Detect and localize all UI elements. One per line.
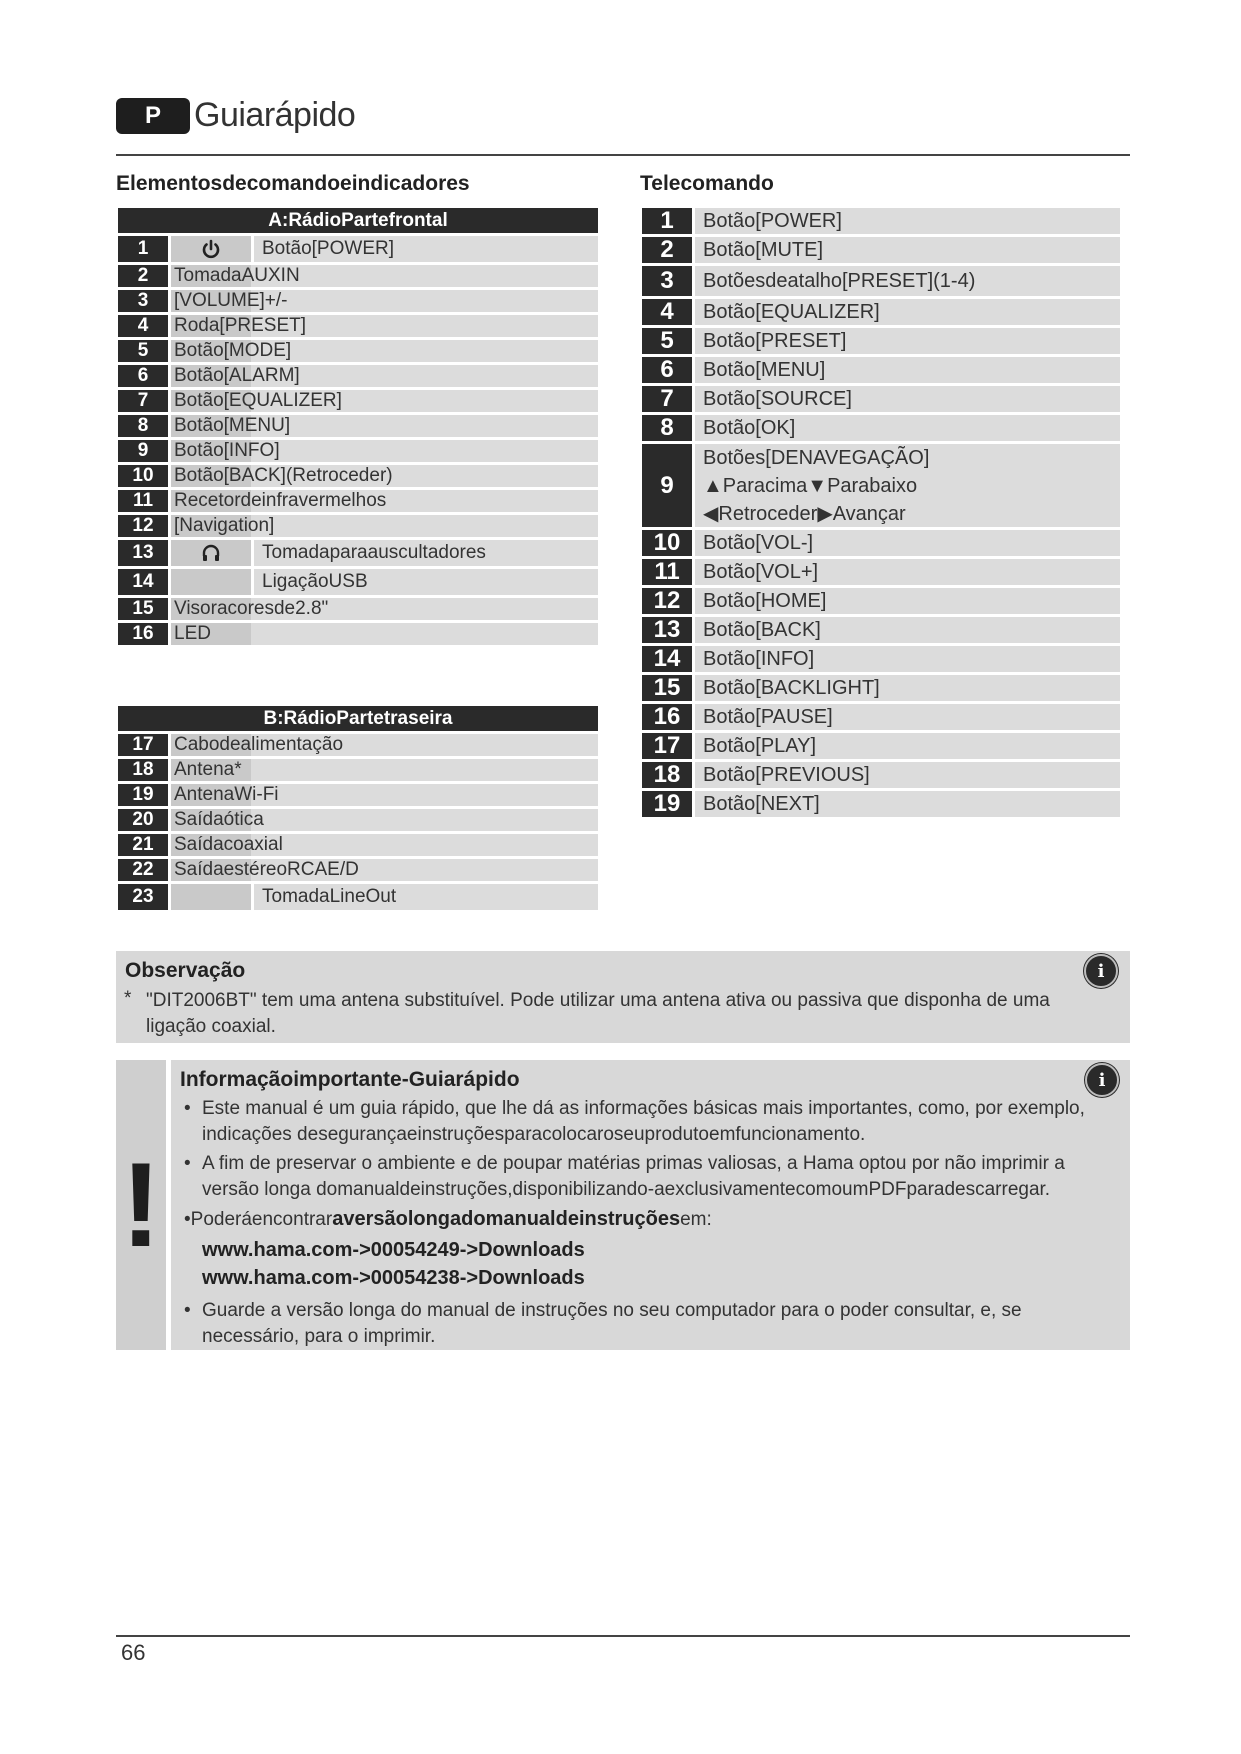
- item-number: 12: [118, 515, 168, 537]
- item-label: Saídacoaxial: [171, 834, 598, 856]
- table-row: [118, 759, 598, 781]
- item-label: Roda[PRESET]: [171, 315, 598, 337]
- item-label: Botão[SOURCE]: [695, 386, 1120, 412]
- item-number: 16: [642, 704, 692, 730]
- front-panel-heading: A:RádioPartefrontal: [118, 208, 598, 233]
- info-icon: i: [1085, 1063, 1119, 1097]
- table-row: [118, 809, 598, 831]
- nav-line: Botões[DENAVEGAÇÃO]: [703, 446, 930, 469]
- item-number: 17: [118, 734, 168, 756]
- item-number: 11: [642, 559, 692, 585]
- table-row: [118, 598, 598, 620]
- item-number: 16: [118, 623, 168, 645]
- item-label: Tomadaparaauscultadores: [254, 540, 598, 566]
- table-row: [642, 415, 1120, 441]
- item-label: LED: [171, 623, 598, 645]
- item-label: Antena*: [171, 759, 598, 781]
- header-divider: [116, 154, 1130, 156]
- item-number: 13: [642, 617, 692, 643]
- item-number: 14: [642, 646, 692, 672]
- item-label: Botão[INFO]: [695, 646, 1120, 672]
- item-number: 2: [118, 265, 168, 287]
- table-row: [118, 390, 598, 412]
- item-label: [Navigation]: [171, 515, 598, 537]
- table-row: [118, 315, 598, 337]
- table-row: [118, 623, 598, 645]
- item-label: Botão[ALARM]: [171, 365, 598, 387]
- table-row: [118, 340, 598, 362]
- item-label: TomadaLineOut: [254, 884, 598, 910]
- item-label: Cabodealimentação: [171, 734, 598, 756]
- remote-control-table: [642, 208, 1120, 820]
- item-label: Botão[NEXT]: [695, 791, 1120, 817]
- table-row: [642, 588, 1120, 614]
- item-number: 1: [118, 236, 168, 262]
- item-label: Visoracoresde2.8": [171, 598, 598, 620]
- item-number: 18: [642, 762, 692, 788]
- item-label: Botão[PAUSE]: [695, 704, 1120, 730]
- item-number: 21: [118, 834, 168, 856]
- table-row: [642, 762, 1120, 788]
- item-label: Saídaótica: [171, 809, 598, 831]
- item-label: Recetordeinfravermelhos: [171, 490, 598, 512]
- item-label: Botão[VOL-]: [695, 530, 1120, 556]
- table-row: [642, 266, 1120, 296]
- item-number: 1: [642, 208, 692, 234]
- item-label: Botão[POWER]: [695, 208, 1120, 234]
- table-row: [118, 236, 598, 262]
- table-row: [642, 675, 1120, 701]
- important-list: [180, 1096, 1110, 1353]
- table-row: [118, 290, 598, 312]
- item-number: 7: [642, 386, 692, 412]
- item-label: Botão[EQUALIZER]: [171, 390, 598, 412]
- controls-section-title: Elementosdecomandoeindicadores: [116, 172, 470, 195]
- item-number: 15: [642, 675, 692, 701]
- table-row: [642, 617, 1120, 643]
- table-row: [118, 734, 598, 756]
- nav-line: ▲Paracima▼Parabaixo: [703, 474, 918, 497]
- list-item: • Este manual é um guia rápido, que lhe dá as informações básicas mais importantes, como, por exemplo, indicações desegurançaeinstruçõesparacolocaroseuprodutoemfuncionamento.: [184, 1098, 1085, 1145]
- page-title: Guiarápido: [194, 96, 356, 134]
- item-label: LigaçãoUSB: [254, 569, 598, 595]
- table-row: [118, 415, 598, 437]
- remote-section-title: Telecomando: [640, 172, 774, 195]
- warning-bar: [116, 1060, 166, 1350]
- item-label: Botão[OK]: [695, 415, 1120, 441]
- item-number: 7: [118, 390, 168, 412]
- table-row: [642, 386, 1120, 412]
- download-link[interactable]: www.hama.com->00054238->Downloads: [202, 1267, 585, 1289]
- item-label: Botão[PLAY]: [695, 733, 1120, 759]
- item-number: 13: [118, 540, 168, 566]
- rear-panel-table: [118, 706, 598, 913]
- table-row: [118, 859, 598, 881]
- item-label: TomadaAUXIN: [171, 265, 598, 287]
- info-icon: i: [1084, 954, 1118, 988]
- table-row: [642, 646, 1120, 672]
- table-row: [118, 884, 598, 910]
- item-number: 17: [642, 733, 692, 759]
- item-label: Botão[PRESET]: [695, 328, 1120, 354]
- item-label: Botão[MENU]: [171, 415, 598, 437]
- item-number: 8: [118, 415, 168, 437]
- lineout-icon: [171, 884, 251, 910]
- item-label: Botão[BACK]: [695, 617, 1120, 643]
- list-item: • Guarde a versão longa do manual de instruções no seu computador para o poder consultar, e, se necessário, para o imprimir.: [184, 1300, 1022, 1347]
- table-row: [642, 208, 1120, 234]
- item-number: 19: [118, 784, 168, 806]
- table-row: [642, 791, 1120, 817]
- important-title: Informaçãoimportante-Guiarápido: [180, 1068, 520, 1091]
- item-label: Botão[VOL+]: [695, 559, 1120, 585]
- item-number: 18: [118, 759, 168, 781]
- list-item: • A fim de preservar o ambiente e de poupar matérias primas valiosas, a Hama optou por não imprimir a versão longa domanualdeinstruções,disponibilizando-aexclusivamentecomoumPDFparadescarregar.: [184, 1153, 1065, 1200]
- item-label: Botão[BACK](Retroceder): [171, 465, 598, 487]
- item-label: SaídaestéreoRCAE/D: [171, 859, 598, 881]
- important-info-box: [171, 1060, 1130, 1350]
- item-number: 20: [118, 809, 168, 831]
- item-label: [VOLUME]+/-: [171, 290, 598, 312]
- table-row: [118, 465, 598, 487]
- item-number: 11: [118, 490, 168, 512]
- item-label: AntenaWi-Fi: [171, 784, 598, 806]
- note-box: [116, 951, 1130, 1043]
- item-label: Botão[EQUALIZER]: [695, 299, 1120, 325]
- item-number: 22: [118, 859, 168, 881]
- item-number: 5: [118, 340, 168, 362]
- item-label: Botão[PREVIOUS]: [695, 762, 1120, 788]
- item-number: 6: [118, 365, 168, 387]
- rear-panel-heading: B:RádioPartetraseira: [118, 706, 598, 731]
- item-label: Botão[BACKLIGHT]: [695, 675, 1120, 701]
- item-label: Botão[MODE]: [171, 340, 598, 362]
- item-number: 12: [642, 588, 692, 614]
- item-number: 14: [118, 569, 168, 595]
- item-number: 10: [642, 530, 692, 556]
- headphones-icon: [171, 540, 251, 566]
- table-row: [118, 490, 598, 512]
- item-number: 8: [642, 415, 692, 441]
- power-icon: [171, 236, 251, 262]
- item-label: Botão[MUTE]: [695, 237, 1120, 263]
- nav-line: ◀Retroceder▶Avançar: [703, 502, 906, 525]
- table-row: [642, 444, 1120, 527]
- download-link[interactable]: www.hama.com->00054249->Downloads: [202, 1239, 585, 1261]
- list-item: •Poderáencontraraversãolongadomanualdeinstruçõesem:: [184, 1208, 712, 1230]
- item-label: Botão[INFO]: [171, 440, 598, 462]
- front-panel-table: [118, 208, 598, 648]
- item-number: 19: [642, 791, 692, 817]
- item-number: 3: [118, 290, 168, 312]
- item-number: 9: [642, 444, 692, 527]
- item-number: 5: [642, 328, 692, 354]
- item-label: Botão[HOME]: [695, 588, 1120, 614]
- table-row: [118, 265, 598, 287]
- item-number: 2: [642, 237, 692, 263]
- note-asterisk: *: [124, 988, 132, 1009]
- table-row: [118, 540, 598, 566]
- table-row: [642, 733, 1120, 759]
- item-number: 9: [118, 440, 168, 462]
- table-row: [642, 237, 1120, 263]
- item-number: 10: [118, 465, 168, 487]
- item-number: 23: [118, 884, 168, 910]
- item-number: 3: [642, 266, 692, 296]
- table-row: [118, 515, 598, 537]
- page-number: 66: [121, 1640, 146, 1665]
- table-row: [642, 299, 1120, 325]
- language-badge: P: [116, 98, 190, 134]
- usb-icon: [171, 569, 251, 595]
- item-label: [695, 444, 1120, 527]
- table-row: [118, 440, 598, 462]
- table-row: [642, 559, 1120, 585]
- table-row: [118, 365, 598, 387]
- table-row: [642, 704, 1120, 730]
- note-title: Observação: [125, 959, 246, 982]
- table-row: [642, 328, 1120, 354]
- footer-divider: [116, 1635, 1130, 1637]
- note-text: "DIT2006BT" tem uma antena substituível. Pode utilizar uma antena ativa ou passiva que disponha de uma ligação coaxial.: [146, 990, 1050, 1037]
- item-label: Botõesdeatalho[PRESET](1-4): [695, 266, 1120, 296]
- table-row: [118, 569, 598, 595]
- item-number: 4: [118, 315, 168, 337]
- item-number: 4: [642, 299, 692, 325]
- item-label: Botão[POWER]: [254, 236, 598, 262]
- item-number: 15: [118, 598, 168, 620]
- exclamation-icon: !: [121, 1138, 161, 1272]
- item-label: Botão[MENU]: [695, 357, 1120, 383]
- item-number: 6: [642, 357, 692, 383]
- table-row: [642, 530, 1120, 556]
- table-row: [118, 834, 598, 856]
- page-header: [116, 96, 355, 135]
- table-row: [642, 357, 1120, 383]
- table-row: [118, 784, 598, 806]
